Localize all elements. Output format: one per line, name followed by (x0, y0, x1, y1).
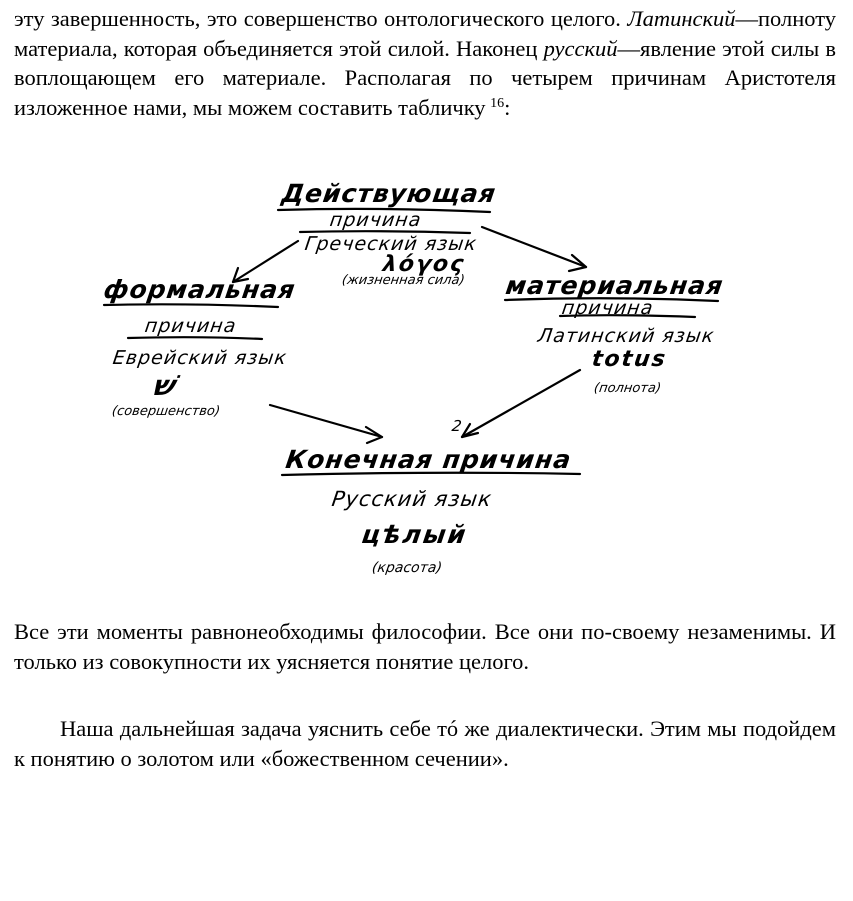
four-causes-diagram (0, 175, 853, 605)
next-task-paragraph: Наша дальнейшая задача уяснить себе тó же диалектически. Этим мы подойдем к понятию о золотом или «божественном сечении». (14, 716, 836, 771)
right-cause-title: материальная (503, 271, 726, 300)
arrow-right-to-bottom (462, 370, 580, 437)
left-cause-subtitle: причина (143, 315, 239, 337)
left-cause-note: (совершенство) (110, 404, 221, 419)
intro-colon: : (504, 94, 511, 120)
intro-line-3: —явление этой силы в воплощающем его материале. Располагая по четырем причинам Аристотеля изложенное нами, мы можем составить табличку (14, 35, 836, 120)
left-cause-language: Еврейский язык (111, 347, 289, 369)
arrow-mark: 2 (450, 417, 463, 435)
bottom-cause-word: цѣлый (359, 520, 470, 549)
arrow-left-to-bottom (270, 405, 382, 437)
top-cause-word: λόγος (381, 252, 467, 277)
left-title-underline (104, 304, 278, 307)
conclusion-paragraph: Все эти моменты равнонеобходимы философии. Все они по-своему незаменимы. И только из совокупности их уясняется понятие целого. (14, 619, 836, 674)
right-cause-note: (полнота) (592, 381, 662, 396)
right-cause-language: Латинский язык (536, 325, 716, 347)
russian-label: русский (543, 35, 618, 61)
bottom-cause-language: Русский язык (330, 487, 494, 511)
latin-label: Латинский (627, 6, 736, 31)
left-cause-title: формальная (101, 275, 298, 304)
right-cause-word: totus (590, 347, 669, 372)
top-cause-subtitle: причина (328, 209, 424, 231)
bottom-cause-note: (красота) (370, 560, 443, 576)
right-cause-subtitle: причина (560, 297, 656, 319)
bottom-cause-title: Конечная причина (283, 445, 574, 474)
footnote-ref: 16 (490, 95, 505, 111)
intro-line-2: —полноту материала, которая объединяется этой силой. Наконец (14, 6, 837, 61)
top-cause-note: (жизненная сила) (340, 273, 466, 288)
intro-paragraph (14, 4, 836, 122)
intro-line-1: эту завершенность, это совершенство онтологического целого. (14, 6, 621, 31)
left-subtitle-underline (128, 337, 262, 339)
left-cause-word: שׁ (150, 369, 179, 402)
top-cause-language: Греческий язык (303, 233, 479, 255)
arrow-top-to-right (482, 227, 586, 267)
top-cause-title: Действующая (279, 179, 499, 208)
